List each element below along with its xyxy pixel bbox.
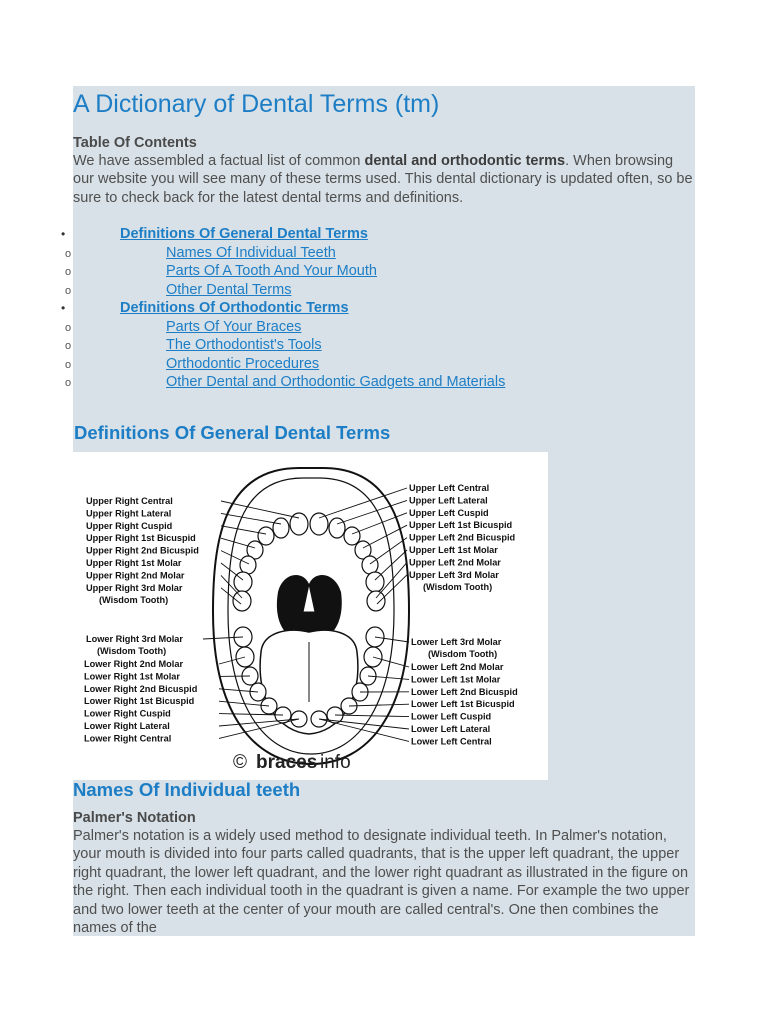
label-left-upper: Upper Right Cuspid xyxy=(86,520,173,531)
label-left-upper: Upper Right 2nd Bicuspid xyxy=(86,545,199,556)
intro-paragraph xyxy=(73,152,695,207)
label-right-lower: Lower Left 1st Bicuspid xyxy=(411,699,515,710)
label-right-upper: Upper Left 2nd Molar xyxy=(409,557,501,568)
label-right-upper: Upper Left 2nd Bicuspid xyxy=(409,532,516,543)
document-page xyxy=(61,86,695,937)
label-left-lower: Lower Right 2nd Bicuspid xyxy=(84,683,198,694)
label-right-upper-note: (Wisdom Tooth) xyxy=(423,582,493,592)
pointer-line xyxy=(221,513,281,524)
label-left-upper: Upper Right 1st Molar xyxy=(86,558,182,568)
label-right-upper: Upper Left Cuspid xyxy=(409,507,489,518)
toc-heading: Table Of Contents xyxy=(73,135,197,151)
teeth-diagram xyxy=(73,452,548,780)
label-left-upper: Upper Right Lateral xyxy=(86,508,172,519)
label-left-lower: Lower Right 1st Bicuspid xyxy=(84,696,195,707)
label-right-lower: Lower Left 2nd Molar xyxy=(411,662,504,672)
disc-bullet-icon: • xyxy=(61,301,66,315)
toc-link[interactable]: Orthodontic Procedures xyxy=(166,355,320,372)
palmer-notation-heading: Palmer's Notation xyxy=(73,810,196,826)
disc-bullet-icon: • xyxy=(61,227,66,241)
label-left-upper: Upper Right 2nd Molar xyxy=(86,570,185,581)
label-left-lower-note: (Wisdom Tooth) xyxy=(97,646,167,656)
label-right-upper: Upper Left Central xyxy=(409,483,490,493)
circle-bullet-icon: o xyxy=(65,247,72,260)
toc-link[interactable]: Definitions Of General Dental Terms xyxy=(120,226,368,242)
label-left-upper: Upper Right Central xyxy=(86,496,173,506)
label-right-upper: Upper Left 1st Molar xyxy=(409,545,498,555)
label-right-upper: Upper Left 1st Bicuspid xyxy=(409,520,513,531)
label-left-lower: Lower Right Central xyxy=(84,733,172,744)
circle-bullet-icon: o xyxy=(65,284,72,297)
braces-info-logo xyxy=(233,752,351,773)
toc-link[interactable]: Parts Of Your Braces xyxy=(166,318,302,335)
label-right-lower: Lower Left 3rd Molar xyxy=(411,637,502,647)
toc-link[interactable]: Other Dental Terms xyxy=(166,281,292,298)
circle-bullet-icon: o xyxy=(65,377,72,389)
label-left-upper: Upper Right 1st Bicuspid xyxy=(86,533,196,544)
intro-text-bold: dental and orthodontic terms xyxy=(364,153,566,169)
names-of-teeth-heading: Names Of Individual teeth xyxy=(73,779,301,800)
circle-bullet-icon: o xyxy=(65,266,72,278)
label-left-lower: Lower Right 3rd Molar xyxy=(86,634,183,644)
pointer-line xyxy=(375,550,407,580)
label-left-lower: Lower Right 2nd Molar xyxy=(84,659,184,669)
circle-bullet-icon: o xyxy=(65,340,72,352)
brand-main: braces xyxy=(256,752,318,773)
toc-link[interactable]: Definitions Of Orthodontic Terms xyxy=(120,300,349,316)
pointer-line xyxy=(221,526,266,534)
label-left-lower: Lower Right 1st Molar xyxy=(84,671,180,682)
toc-link[interactable]: Parts Of A Tooth And Your Mouth xyxy=(166,263,377,279)
pointer-line xyxy=(349,704,409,706)
toc-link[interactable]: The Orthodontist's Tools xyxy=(166,337,322,353)
label-right-lower: Lower Left Lateral xyxy=(411,724,491,734)
toc-link[interactable]: Names Of Individual Teeth xyxy=(166,244,336,261)
page-title: A Dictionary of Dental Terms (tm) xyxy=(73,90,440,118)
label-right-lower: Lower Left 1st Molar xyxy=(411,674,501,685)
label-right-lower: Lower Left 2nd Bicuspid xyxy=(411,686,518,697)
label-right-lower: Lower Left Central xyxy=(411,736,492,747)
label-left-lower: Lower Right Cuspid xyxy=(84,708,171,719)
brand-suffix: info xyxy=(320,752,351,773)
pointer-line xyxy=(219,719,299,738)
toc-link[interactable]: Other Dental and Orthodontic Gadgets and Materials xyxy=(166,374,506,390)
label-right-upper: Upper Left 3rd Molar xyxy=(409,569,499,580)
palmer-notation-text: Palmer's notation is a widely used method to designate individual teeth. In Palmer's notation, your mouth is divided into four parts called quadrants, that is the upper left quadrant, the upper right quadrant, the lower left quadrant, and the lower right quadrant as illustrated in the figure on the right. Then each individual tooth in the quadrant is given a name. For example the two upper and two lower teeth at the center of your mouth are called central's. One then combines the names of the xyxy=(73,828,690,937)
label-right-lower: Lower Left Cuspid xyxy=(411,711,492,722)
label-right-lower-note: (Wisdom Tooth) xyxy=(428,649,498,659)
label-left-upper-note: (Wisdom Tooth) xyxy=(99,595,169,605)
copyright-symbol: © xyxy=(233,752,247,773)
label-left-lower: Lower Right Lateral xyxy=(84,721,170,731)
intro-text-after: . When browsing our website you will see many of these terms used. This dental dictionary is updated often, so be sure to check back for the latest dental terms and definitions. xyxy=(73,153,693,206)
pointer-line xyxy=(319,719,409,741)
label-right-upper: Upper Left Lateral xyxy=(409,495,488,506)
intro-text-before: We have assembled a factual list of common xyxy=(73,153,365,169)
section-heading-general: Definitions Of General Dental Terms xyxy=(74,422,391,443)
label-left-upper: Upper Right 3rd Molar xyxy=(86,582,183,593)
circle-bullet-icon: o xyxy=(65,358,72,371)
teeth-diagram-svg xyxy=(73,452,548,780)
circle-bullet-icon: o xyxy=(65,321,72,334)
